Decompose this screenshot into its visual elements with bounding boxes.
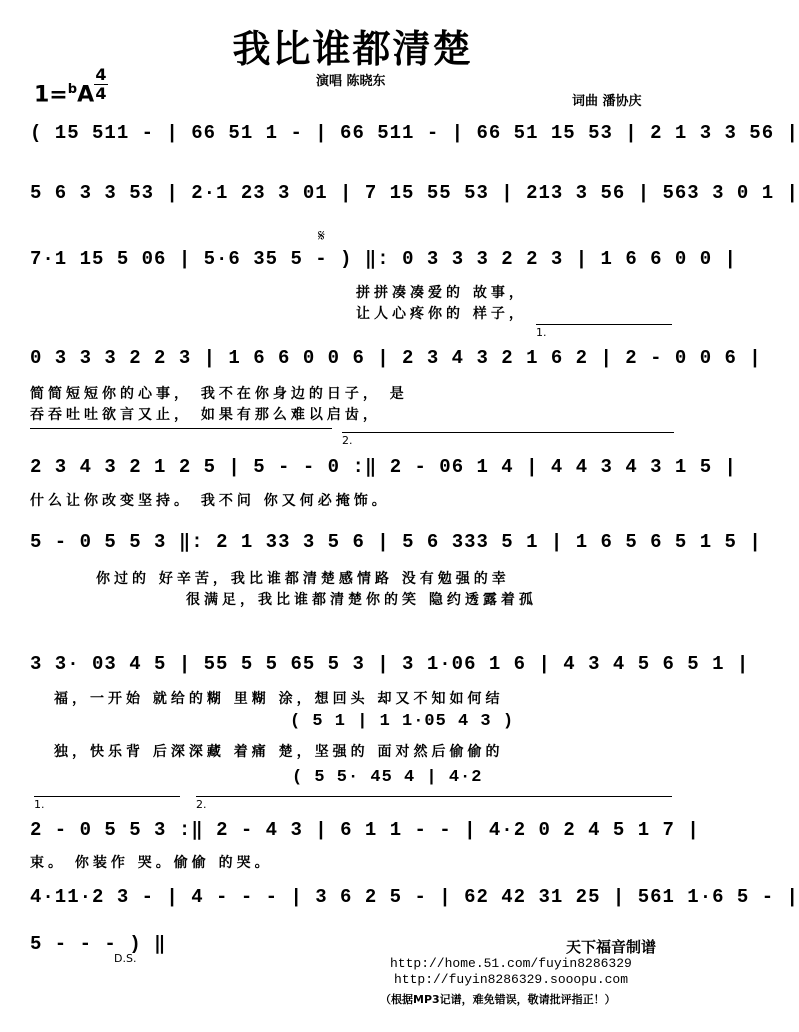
lyric-line-10: 束。 你装作 哭。偷偷 的哭。 — [30, 855, 273, 871]
singer-credit: 演唱 陈晓东 — [316, 74, 386, 89]
score-line-1: ( 15 511 - | 66 51 1 - | 66 511 - | 66 51 15 53 | 2 1 3 3 56 | — [30, 122, 799, 144]
lyric-line-6: 你过的 好辛苦，我比谁都清楚感情路 没有勉强的幸 — [96, 571, 510, 587]
lyric-line-9: 独，快乐背 后深深藏 着痛 楚，坚强的 面对然后偷偷的 — [54, 744, 504, 760]
volta-2-top: 2. — [342, 434, 353, 447]
lyric-line-4: 吞吞吐吐欲言又止， 如果有那么难以启齿， — [30, 407, 381, 423]
volta-1-top: 1. — [536, 326, 547, 339]
score-line-9: 4·11·2 3 - | 4 - - - | 3 6 2 5 - | 62 42 31 25 | 561 1·6 5 - | — [30, 886, 799, 908]
footer-url-1: http://home.51.com/fuyin8286329 — [390, 956, 632, 971]
key-signature — [34, 82, 94, 107]
volta-1-line — [536, 324, 672, 325]
score-line-4: 0 3 3 3 2 2 3 | 1 6 6 0 0 6 | 2 3 4 3 2 1 6 2 | 2 - 0 0 6 | — [30, 347, 762, 369]
time-signature — [94, 66, 108, 103]
composer-credit: 词曲 潘协庆 — [572, 94, 642, 109]
lyric-line-1: 拼拼凑凑爱的 故事， — [356, 285, 527, 301]
volta-1-line-c — [34, 796, 180, 797]
score-line-10: 5 - - - ) ‖ — [30, 933, 167, 955]
footer-note: （根据MP3记谱，难免错误，敬请批评指正！） — [380, 993, 616, 1006]
key-note: A — [77, 82, 95, 108]
score-line-3: 7·1 15 5 06 | 5·6 35 5 - ) ‖: 0 3 3 3 2 2 3 | 1 6 6 0 0 | — [30, 248, 737, 270]
ds-mark: D.S. — [114, 952, 137, 965]
song-title: 我比谁都清楚 — [232, 27, 473, 71]
score-line-8: 2 - 0 5 5 3 :‖ 2 - 4 3 | 6 1 1 - - | 4·2 0 2 4 5 1 7 | — [30, 819, 700, 841]
footer-url-2: http://fuyin8286329.sooopu.com — [394, 972, 629, 987]
volta-1-line-b — [30, 428, 332, 429]
time-bottom: 4 — [95, 84, 107, 103]
segno-sign: 𝄋 — [318, 226, 325, 245]
volta-2-line — [342, 432, 674, 433]
volta-2-line-b — [196, 796, 672, 797]
footer-credit: 天下福音制谱 — [566, 938, 657, 956]
score-line-2: 5 6 3 3 53 | 2·1 23 3 01 | 7 15 55 53 | 213 3 56 | 563 3 0 1 | — [30, 182, 799, 204]
score-line-6: 5 - 0 5 5 3 ‖: 2 1 33 3 5 6 | 5 6 333 5 1 | 1 6 5 6 5 1 5 | — [30, 531, 762, 553]
key-prefix: 1= — [34, 82, 68, 108]
lyric-line-2: 让人心疼你的 样子， — [356, 306, 527, 322]
lyric-line-5: 什么让你改变坚持。 我不问 你又何必掩饰。 — [30, 493, 390, 509]
lyric-line-3: 简简短短你的心事， 我不在你身边的日子， 是 — [30, 386, 408, 402]
time-top: 4 — [95, 65, 107, 84]
aux-line-2: ( 5 5· 45 4 | 4·2 — [292, 768, 483, 787]
lyric-line-7: 很满足，我比谁都清楚你的笑 隐约透露着孤 — [186, 592, 537, 608]
aux-line-1: ( 5 1 | 1 1·05 4 3 ) — [290, 712, 515, 731]
score-line-7: 3 3· 03 4 5 | 55 5 5 65 5 3 | 3 1·06 1 6 | 4 3 4 5 6 5 1 | — [30, 653, 750, 675]
lyric-line-8: 福，一开始 就给的糊 里糊 涂，想回头 却又不知如何结 — [54, 691, 504, 707]
score-line-5: 2 3 4 3 2 1 2 5 | 5 - - 0 :‖ 2 - 06 1 4 | 4 4 3 4 3 1 5 | — [30, 456, 737, 478]
key-flat: b — [67, 82, 78, 97]
volta-2-bottom: 2. — [196, 798, 207, 811]
volta-1-bottom: 1. — [34, 798, 45, 811]
